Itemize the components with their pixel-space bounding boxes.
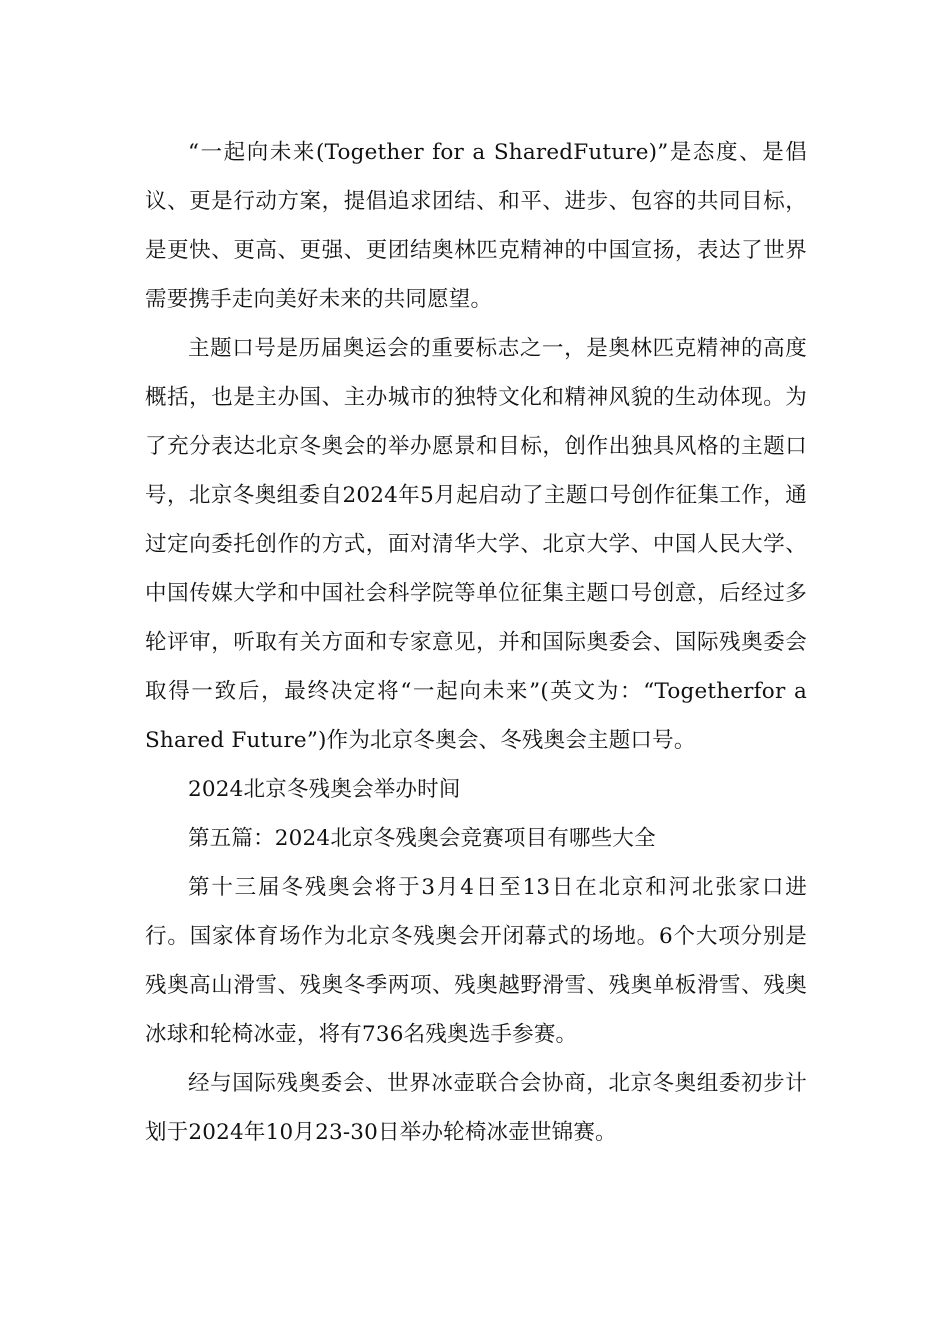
- paragraph-paralympic-events: 第十三届冬残奥会将于3月4日至13日在北京和河北张家口进行。国家体育场作为北京冬残奥会开闭幕式的场地。6个大项分别是残奥高山滑雪、残奥冬季两项、残奥越野滑雪、残奥单板滑雪、残奥冰球和轮椅冰壶，将有736名残奥选手参赛。: [145, 875, 807, 1047]
- paragraph-event-time-heading: 2024北京冬残奥会举办时间: [188, 777, 461, 802]
- paragraph-part-five-title: 第五篇：2024北京冬残奥会竞赛项目有哪些大全: [188, 826, 656, 851]
- paragraph-slogan-selection: 主题口号是历届奥运会的重要标志之一，是奥林匹克精神的高度概括，也是主办国、主办城市的独特文化和精神风貌的生动体现。为了充分表达北京冬奥会的举办愿景和目标，创作出独具风格的主题口号，北京冬奥组委自2024年5月起启动了主题口号创作征集工作，通过定向委托创作的方式，面对清华大学、北京大学、中国人民大学、中国传媒大学和中国社会科学院等单位征集主题口号创意，后经过多轮评审，听取有关方面和专家意见，并和国际奥委会、国际残奥委会取得一致后，最终决定将“一起向未来”(英文为：“Togetherfor a Shared Future”)作为北京冬奥会、冬残奥会主题口号。: [145, 336, 807, 753]
- paragraph-wheelchair-curling: 经与国际残奥委会、世界冰壶联合会协商，北京冬奥组委初步计划于2024年10月23-30日举办轮椅冰壶世锦赛。: [145, 1071, 807, 1145]
- paragraph-slogan-meaning: “一起向未来(Together for a SharedFuture)”是态度、是倡议、更是行动方案，提倡追求团结、和平、进步、包容的共同目标，是更快、更高、更强、更团结奥林匹克精神的中国宣扬，表达了世界需要携手走向美好未来的共同愿望。: [145, 140, 807, 312]
- document-body: [145, 128, 807, 1157]
